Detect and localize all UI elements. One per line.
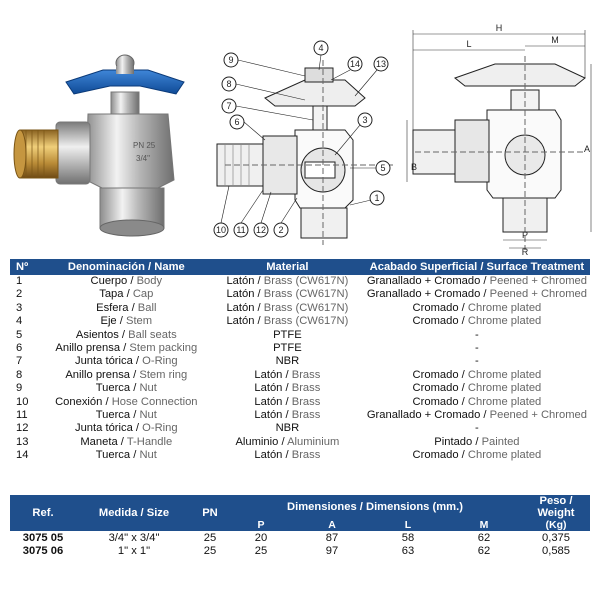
cell-material: Latón / Brass (CW617N)	[226, 275, 349, 287]
part-name-es: Maneta	[80, 435, 118, 448]
part-material-en: Brass (CW617N)	[263, 275, 349, 287]
part-finish-es: Granallado + Cromado	[366, 409, 481, 422]
cell-no	[10, 422, 42, 435]
table-row	[10, 422, 590, 435]
cell-name: Cuerpo / Body	[90, 275, 163, 287]
part-finish-en: Peened + Chromed	[489, 409, 587, 422]
cell-pn: 25	[203, 544, 217, 557]
table-row	[10, 409, 590, 422]
header-name: Denominación / Name	[42, 259, 211, 275]
part-finish-es: -	[475, 342, 479, 355]
dim-label-b: B	[410, 162, 418, 172]
parts-table-body	[10, 275, 590, 463]
part-material-es: Latón	[226, 288, 255, 301]
part-name-en: Nut	[139, 449, 157, 462]
cell-material: Latón / Brass	[211, 396, 364, 409]
part-name-en: Ball	[137, 301, 157, 314]
part-material-es: Latón	[254, 409, 283, 422]
cell-size: 3/4" x 3/4"	[108, 531, 160, 544]
part-finish-es: Cromado	[412, 382, 459, 395]
cell-no	[10, 275, 42, 288]
cell-no	[10, 396, 42, 409]
part-finish-es: Cromado	[412, 368, 459, 381]
size-marking: 3/4"	[136, 154, 150, 163]
cell-name: Eje / Stem	[42, 315, 211, 328]
part-finish-en: Chrome plated	[467, 315, 542, 328]
part-name-es: Tuerca	[95, 409, 131, 422]
part-name-en: Nut	[139, 409, 157, 422]
part-material-es: NBR	[275, 355, 300, 368]
cell-name: Junta tórica / O-Ring	[74, 355, 178, 368]
part-number: 6	[16, 342, 23, 355]
cell-p: 20	[254, 531, 268, 544]
cell-m: 62	[477, 531, 491, 544]
callout-4: 4	[318, 43, 324, 53]
ref-table-body	[10, 531, 590, 557]
callout-12: 12	[255, 225, 267, 235]
part-name-es: Junta tórica	[74, 355, 133, 368]
table-row	[10, 531, 590, 544]
part-material-en: Brass	[291, 368, 321, 381]
cell-name: Esfera / Ball	[96, 301, 157, 314]
part-material-es: PTFE	[273, 342, 302, 355]
part-finish-en: Chrome plated	[467, 368, 542, 381]
part-finish-es: -	[475, 355, 479, 368]
cell-ref: 3075 05	[22, 531, 64, 544]
dim-label-p: P	[521, 230, 529, 240]
cell-name: Conexión / Hose Connection	[42, 396, 211, 409]
cell-no	[10, 449, 42, 462]
cell-no	[10, 369, 42, 382]
cell-material	[211, 355, 364, 368]
part-finish-en: Peened + Chromed	[489, 275, 587, 287]
cell-m: 62	[477, 544, 491, 557]
part-number: 2	[16, 288, 23, 301]
part-name-es: Asientos	[75, 328, 119, 341]
product-figures	[0, 0, 600, 258]
part-number: 12	[16, 422, 29, 435]
part-finish-en: Chrome plated	[467, 301, 542, 314]
body-marking: PN 25	[133, 141, 156, 150]
table-row	[10, 436, 590, 449]
part-name-en: Stem ring	[139, 368, 188, 381]
dimension-drawing	[405, 20, 595, 255]
part-number: 9	[16, 382, 23, 395]
part-name-en: O-Ring	[142, 422, 178, 435]
part-material-en: Brass	[291, 382, 321, 395]
part-material-en: Brass	[291, 409, 321, 422]
cell-l: 58	[401, 531, 415, 544]
callout-2: 2	[278, 225, 284, 235]
cell-finish	[364, 342, 590, 355]
part-material-en: Brass (CW617N)	[263, 315, 349, 328]
valve-photo	[8, 30, 208, 240]
part-number: 7	[16, 355, 23, 368]
callout-6: 6	[234, 117, 240, 127]
cell-material: Latón / Brass (CW617N)	[226, 301, 349, 314]
header-finish: Acabado Superficial / Surface Treatment	[364, 259, 590, 275]
cell-material	[211, 342, 364, 355]
part-name-en: Stem packing	[129, 342, 198, 355]
cell-no	[10, 315, 42, 328]
part-material-en: Brass	[291, 449, 321, 462]
part-number: 1	[16, 275, 23, 287]
cell-finish: Cromado / Chrome plated	[364, 315, 590, 328]
part-name-es: Conexión	[55, 395, 103, 408]
cell-name: Tuerca / Nut	[95, 382, 157, 395]
parts-table-header	[10, 259, 590, 275]
dim-label-h: H	[495, 23, 503, 33]
cell-ref: 3075 06	[22, 544, 64, 557]
table-row	[10, 275, 590, 288]
part-name-es: Anillo prensa	[55, 342, 121, 355]
part-name-en: O-Ring	[142, 355, 178, 368]
part-name-en: Stem	[125, 315, 153, 328]
dim-label-m: M	[551, 35, 559, 45]
cell-name: Tapa / Cap	[42, 288, 211, 301]
header-dimensions: Dimensiones / Dimensions (mm.)	[228, 495, 522, 519]
cell-name: Tuerca / Nut	[42, 449, 211, 462]
table-row	[10, 329, 590, 342]
part-material-en: Brass	[291, 395, 321, 408]
part-finish-en: Peened + Chromed	[489, 288, 587, 301]
callout-8: 8	[226, 79, 232, 89]
part-finish-en: Chrome plated	[467, 382, 542, 395]
table-row	[10, 396, 590, 409]
part-number: 11	[16, 409, 28, 422]
table-row	[10, 544, 590, 557]
cell-material: Latón / Brass	[254, 382, 321, 395]
part-finish-es: -	[475, 328, 479, 341]
part-number: 14	[16, 449, 29, 462]
part-name-en: Ball seats	[128, 328, 177, 341]
table-row	[10, 302, 590, 315]
part-material-es: Latón	[226, 315, 255, 328]
cell-no	[10, 355, 42, 368]
part-material-es: Latón	[226, 275, 255, 287]
callout-3: 3	[362, 115, 368, 125]
cell-material: Latón / Brass	[211, 369, 364, 382]
part-name-es: Tapa	[99, 288, 124, 301]
part-name-es: Tuerca	[95, 449, 131, 462]
part-name-en: Hose Connection	[111, 395, 198, 408]
part-material-es: PTFE	[273, 328, 302, 341]
table-row	[10, 315, 590, 328]
cell-finish: Cromado / Chrome plated	[364, 396, 590, 409]
cell-no	[10, 342, 42, 355]
parts-table	[10, 259, 590, 463]
part-material-es: Latón	[254, 395, 283, 408]
cell-finish	[364, 422, 590, 435]
part-material-es: Latón	[254, 368, 283, 381]
part-name-es: Anillo prensa	[65, 368, 131, 381]
cell-size: 1" x 1"	[117, 544, 151, 557]
callout-7: 7	[226, 101, 232, 111]
header-weight-unit: (Kg)	[522, 519, 590, 531]
part-name-en: Body	[136, 275, 163, 287]
dim-label-a: A	[583, 144, 591, 154]
cell-finish: Granallado + Cromado / Peened + Chromed	[366, 275, 587, 287]
header-weight: Peso / Weight	[522, 495, 590, 519]
part-number: 10	[16, 395, 29, 408]
cell-no	[10, 288, 42, 301]
cell-name: Maneta / T-Handle	[80, 435, 173, 448]
cell-l: 63	[401, 544, 415, 557]
part-material-es: Latón	[254, 449, 283, 462]
table-row	[10, 449, 590, 462]
callout-9: 9	[228, 55, 234, 65]
dim-label-r: R	[521, 247, 529, 255]
table-row	[10, 355, 590, 368]
cell-no	[10, 329, 42, 342]
header-ref: Ref.	[10, 495, 76, 531]
cell-no	[10, 382, 42, 395]
cell-finish: Cromado / Chrome plated	[412, 301, 542, 314]
part-finish-es: Pintado	[434, 435, 473, 448]
callout-11: 11	[236, 225, 246, 235]
part-finish-es: Cromado	[412, 395, 459, 408]
cell-finish	[364, 329, 590, 342]
part-name-en: T-Handle	[126, 435, 173, 448]
header-material: Material	[211, 259, 364, 275]
cell-material: Latón / Brass (CW617N)	[211, 288, 364, 301]
header-pn: PN	[192, 495, 228, 531]
cell-material: Latón / Brass	[211, 449, 364, 462]
cell-name: Junta tórica / O-Ring	[42, 422, 211, 435]
cell-pn: 25	[203, 531, 217, 544]
callout-5: 5	[380, 163, 386, 173]
cell-material	[211, 329, 364, 342]
header-m: M	[446, 519, 522, 531]
cell-weight: 0,375	[542, 531, 570, 544]
part-name-es: Cuerpo	[90, 275, 128, 287]
cell-no	[10, 409, 42, 422]
part-finish-es: Granallado + Cromado	[366, 288, 481, 301]
part-finish-en: Chrome plated	[467, 449, 542, 462]
part-number: 4	[16, 315, 23, 328]
cell-no	[10, 436, 42, 449]
dim-label-l: L	[466, 39, 472, 49]
part-name-es: Eje	[100, 315, 117, 328]
cell-material	[211, 422, 364, 435]
part-name-es: Esfera	[96, 301, 129, 314]
cell-name: Tuerca / Nut	[95, 409, 157, 422]
cell-finish	[364, 355, 590, 368]
reference-table	[10, 495, 590, 557]
callout-14: 14	[349, 59, 361, 69]
part-finish-es: Cromado	[412, 449, 459, 462]
table-row	[10, 382, 590, 395]
cell-material: Latón / Brass (CW617N)	[211, 315, 364, 328]
part-finish-es: Cromado	[412, 315, 459, 328]
table-row	[10, 369, 590, 382]
cell-finish: Pintado / Painted	[434, 435, 520, 448]
part-name-en: Cap	[132, 288, 154, 301]
part-finish-en: Chrome plated	[467, 395, 542, 408]
cell-no	[10, 302, 42, 315]
header-a: A	[294, 519, 370, 531]
part-finish-es: -	[475, 422, 479, 435]
part-name-es: Tuerca	[95, 382, 131, 395]
cell-a: 97	[325, 544, 339, 557]
part-material-es: NBR	[275, 422, 300, 435]
header-size: Medida / Size	[76, 495, 192, 531]
callout-1: 1	[374, 193, 380, 203]
part-material-es: Latón	[226, 301, 255, 314]
part-finish-en: Painted	[481, 435, 520, 448]
header-l: L	[370, 519, 446, 531]
cell-name: Asientos / Ball seats	[75, 328, 177, 341]
cell-finish: Cromado / Chrome plated	[364, 449, 590, 462]
table-row	[10, 342, 590, 355]
part-material-es: Latón	[254, 382, 283, 395]
part-number: 8	[16, 368, 23, 381]
cell-finish: Cromado / Chrome plated	[412, 382, 542, 395]
ref-table-header	[10, 495, 590, 519]
part-material-en: Brass (CW617N)	[263, 301, 349, 314]
table-row	[10, 288, 590, 301]
header-p: P	[228, 519, 294, 531]
header-no: Nº	[10, 259, 42, 275]
cell-material: Latón / Brass	[254, 409, 321, 422]
callout-13: 13	[375, 59, 387, 69]
part-finish-es: Granallado + Cromado	[366, 275, 481, 287]
callout-10: 10	[215, 225, 227, 235]
part-finish-es: Cromado	[412, 301, 459, 314]
cell-finish: Granallado + Cromado / Peened + Chromed	[366, 409, 587, 422]
part-material-en: Brass (CW617N)	[263, 288, 349, 301]
part-number: 5	[16, 328, 23, 341]
part-material-es: Aluminio	[235, 435, 279, 448]
cell-a: 87	[325, 531, 339, 544]
cell-name: Anillo prensa / Stem packing	[42, 342, 211, 355]
part-number: 3	[16, 301, 23, 314]
part-name-en: Nut	[139, 382, 157, 395]
part-number: 13	[16, 435, 29, 448]
cell-finish: Cromado / Chrome plated	[364, 369, 590, 382]
part-material-en: Aluminium	[287, 435, 340, 448]
cell-weight: 0,585	[542, 544, 570, 557]
cell-name: Anillo prensa / Stem ring	[42, 369, 211, 382]
cell-material: Aluminio / Aluminium	[235, 435, 340, 448]
section-drawing	[205, 40, 410, 250]
part-name-es: Junta tórica	[74, 422, 133, 435]
cell-finish: Granallado + Cromado / Peened + Chromed	[364, 288, 590, 301]
cell-p: 25	[254, 544, 268, 557]
